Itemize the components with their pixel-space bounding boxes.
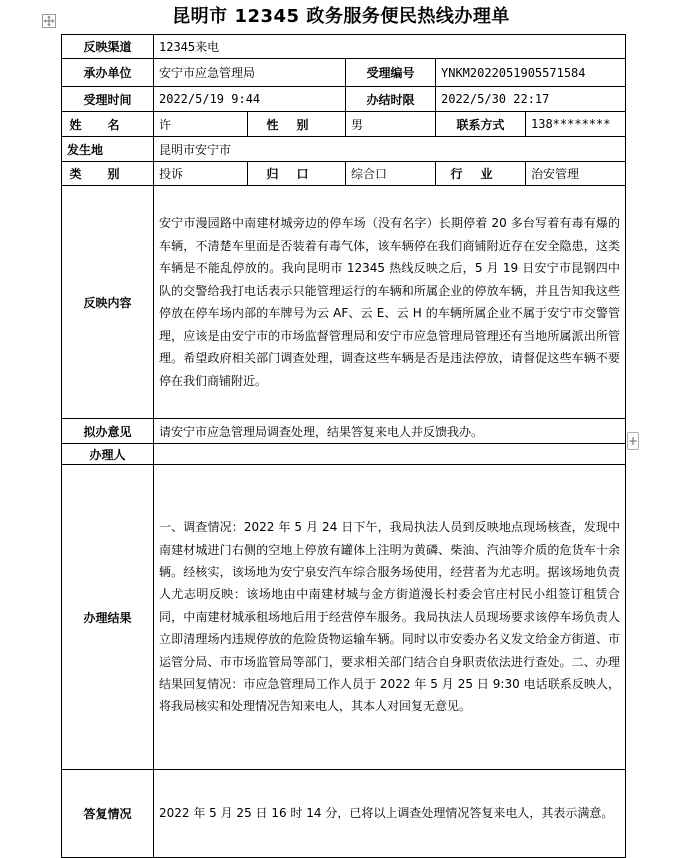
page-title: 昆明市 12345 政务服务便民热线办理单	[172, 6, 510, 27]
channel-label: 反映渠道	[62, 35, 154, 59]
deadline-value: 2022/5/30 22:17	[436, 87, 626, 112]
row-category	[62, 162, 626, 186]
contact-label: 联系方式	[436, 112, 526, 137]
handler-unit-value: 安宁市应急管理局	[154, 59, 346, 87]
result-value: 一、调查情况：2022 年 5 月 24 日下午，我局执法人员到反映地点现场核查，发现中南建材城进门右侧的空地上停放有罐体上注明为黄磷、柴油、汽油等介质的危货车十余辆。经核实，该场地为安宁泉安汽车综合服务场使用，经营者为尤志明。据该场地负责人尤志明反映：该场地由中南建材城与金方街道漫长村委会官庄村民小组签订租赁合同，中南建材城承租场地后用于经营停车服务。我局执法人员现场要求该停车场负责人立即清理场内违规停放的危险货物运输车辆。同时以市安委办名义发文给金方街道、市运管分局、市市场监管局等部门，要求相关部门结合自身职责依法进行查处。二、办理结果回复情况：市应急管理局工作人员于 2022 年 5 月 25 日 9:30 电话联系反映人，将我局核实和处理情况告知来电人，其本人对回复无意见。	[154, 465, 626, 770]
content-label: 反映内容	[62, 186, 154, 419]
name-value: 许	[154, 112, 248, 137]
proposal-value: 请安宁市应急管理局调查处理，结果答复来电人并反馈我办。	[154, 419, 626, 444]
gender-label: 性别	[248, 112, 346, 137]
handler-unit-label: 承办单位	[62, 59, 154, 87]
row-handler-person	[62, 444, 626, 465]
row-proposal	[62, 419, 626, 444]
channel-value: 12345来电	[154, 35, 626, 59]
contact-value: 138********	[526, 112, 626, 137]
row-reply	[62, 770, 626, 858]
result-label: 办理结果	[62, 465, 154, 770]
row-content	[62, 186, 626, 419]
row-person	[62, 112, 626, 137]
gender-value: 男	[346, 112, 436, 137]
reply-value: 2022 年 5 月 25 日 16 时 14 分，已将以上调查处理情况答复来电人，其表示满意。	[154, 770, 626, 858]
hotline-form-table	[61, 34, 626, 858]
accept-time-value: 2022/5/19 9:44	[154, 87, 346, 112]
accept-time-label: 受理时间	[62, 87, 154, 112]
category-value: 投诉	[154, 162, 248, 186]
category-label: 类别	[62, 162, 154, 186]
location-label: 发生地	[62, 137, 154, 162]
row-channel	[62, 35, 626, 59]
row-handler-unit	[62, 59, 626, 87]
add-column-handle[interactable]	[627, 432, 639, 450]
industry-value: 治安管理	[526, 162, 626, 186]
accept-no-label: 受理编号	[346, 59, 436, 87]
belong-value: 综合口	[346, 162, 436, 186]
deadline-label: 办结时限	[346, 87, 436, 112]
plus-icon: +	[628, 434, 639, 448]
location-value: 昆明市安宁市	[154, 137, 626, 162]
row-result	[62, 465, 626, 770]
reply-label: 答复情况	[62, 770, 154, 858]
name-label: 姓名	[62, 112, 154, 137]
handler-person-label: 办理人	[62, 444, 154, 465]
handler-person-value	[154, 444, 626, 465]
row-location	[62, 137, 626, 162]
proposal-label: 拟办意见	[62, 419, 154, 444]
belong-label: 归口	[248, 162, 346, 186]
industry-label: 行业	[436, 162, 526, 186]
accept-no-value: YNKM2022051905571584	[436, 59, 626, 87]
content-value: 安宁市漫园路中南建材城旁边的停车场（没有名字）长期停着 20 多台写着有毒有爆的车辆，不清楚车里面是否装着有毒气体，该车辆停在我们商铺附近存在安全隐患，这类车辆是不能乱停放的。我向昆明市 12345 热线反映之后，5 月 19 日安宁市昆钢四中队的交警给我打电话表示只能管理运行的车辆和所属企业的停放车辆，并且告知我这些停放在停车场内部的车牌号为云 AF、云 E、云 H 的车辆所属企业不属于安宁市交警管理，应该是由安宁市的市场监督管理局和安宁市应急管理局管理还有当地所属派出所管理。希望政府相关部门调查处理，调查这些车辆是否是违法停放，请督促这些车辆不要停在我们商铺附近。	[154, 186, 626, 419]
row-accept-time	[62, 87, 626, 112]
